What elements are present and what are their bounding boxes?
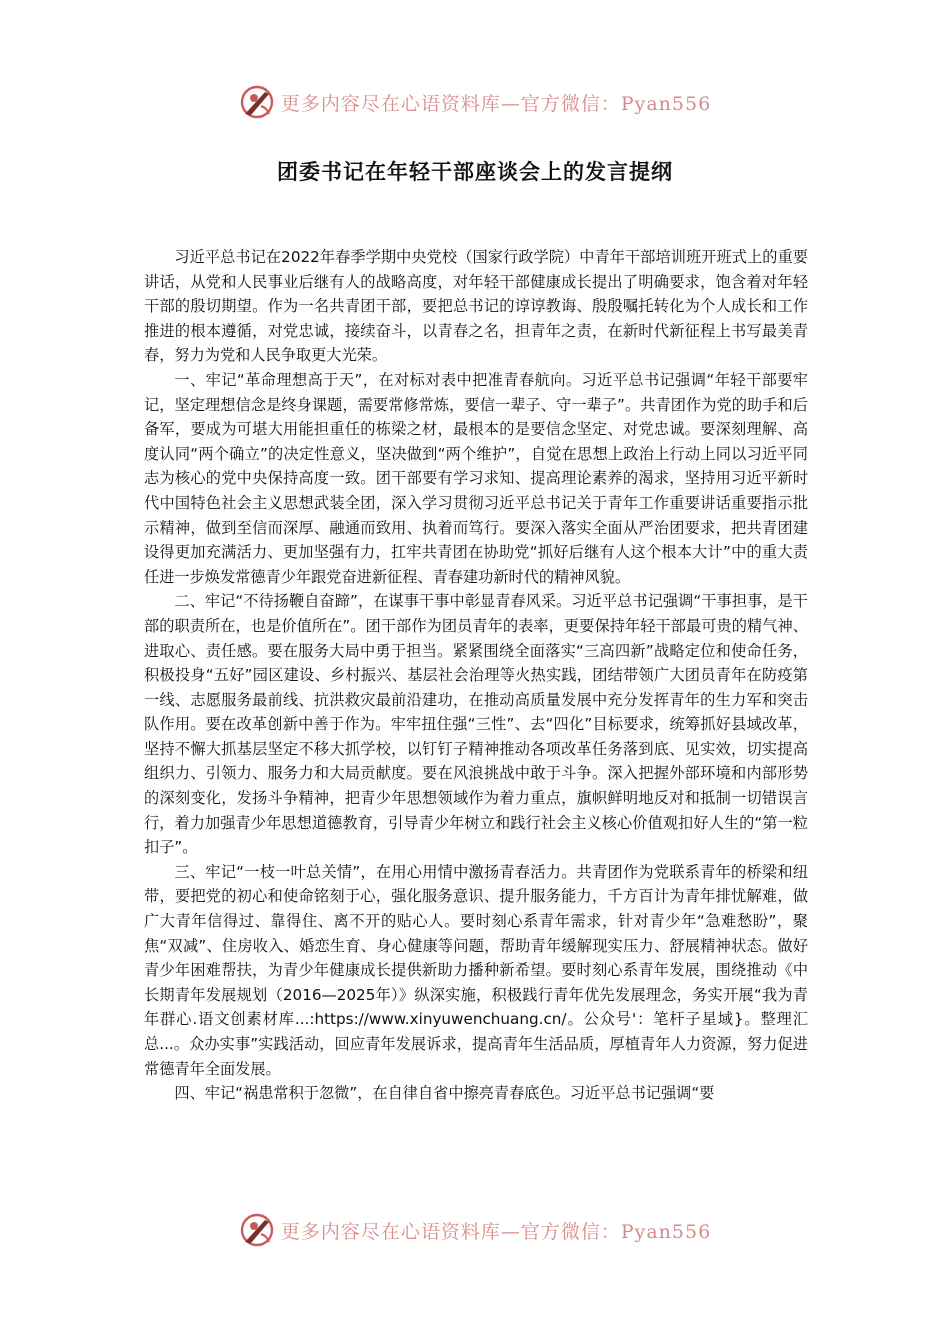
paragraph: 一、牢记“革命理想高于天”，在对标对表中把准青春航向。习近平总书记强调“年轻干部要牢记，坚定理想信念是终身课题，需要常修常炼，要信一辈子、守一辈子”。共青团作为党的助手和后备军，要成为可堪大用能担重任的栋梁之材，最根本的是要信念坚定、对党忠诚。要深刻理解、高度认同“两个确立”的决定性意义，坚决做到“两个维护”，自觉在思想上政治上行动上同以习近平同志为核心的党中央保持高度一致。团干部要有学习求知、提高理论素养的渴求，坚持用习近平新时代中国特色社会主义思想武装全团，深入学习贯彻习近平总书记关于青年工作重要讲话重要指示批示精神，做到至信而深厚、融通而致用、执着而笃行。要深入落实全面从严治团要求，把共青团建设得更加充满活力、更加坚强有力，扛牢共青团在协助党“抓好后继有人这个根本大计”中的重大责任进一步焕发常德青少年跟党奋进新征程、青春建功新时代的精神风貌。 [144,370,808,586]
paragraph: 习近平总书记在2022年春季学期中央党校（国家行政学院）中青年干部培训班开班式上的重要讲话，从党和人民事业后继有人的战略高度，对年轻干部健康成长提出了明确要求，饱含着对年轻干部的殷切期望。作为一名共青团干部，要把总书记的谆谆教诲、殷殷嘱托转化为个人成长和工作推进的根本遵循，对党忠诚，接续奋斗，以青春之名，担青年之责，在新时代新征程上书写最美青春，努力为党和人民争取更大光荣。 [144,248,808,365]
paragraph: 三、牢记“一枝一叶总关情”，在用心用情中激扬青春活力。共青团作为党联系青年的桥梁和纽带，要把党的初心和使命铭刻于心，强化服务意识、提升服务能力，千方百计为青年排忧解难，做广大青年信得过、靠得住、离不开的贴心人。要时刻心系青年需求，针对青少年“急难愁盼”，聚焦“双减”、住房收入、婚恋生育、身心健康等问题，帮助青年缓解现实压力、舒展精神状态。做好青少年困难帮扶，为青少年健康成长提供新助力播种新希望。要时刻心系青年发展，围绕推动《中长期青年发展规划（2016—2025年）》纵深实施，积极践行青年优先发展理念，务实开展“我为青年群心.语文创素材库...:https://www.xinyuwenchuang.cn/。公众号'：笔杆子星域}。整理汇总...。众办实事”实践活动，回应青年发展诉求，提高青年生活品质，厚植青年人力资源，努力促进常德青年全面发展。 [144,862,808,1078]
pen-circle-logo-icon [239,1212,275,1248]
paragraph: 四、牢记“祸患常积于忽微”，在自律自省中擦亮青春底色。习近平总书记强调“要 [174,1084,715,1103]
header-banner [0,82,950,122]
footer-banner [0,1210,950,1250]
document-title: 团委书记在年轻干部座谈会上的发言提纲 [277,160,673,184]
pen-circle-logo-icon [239,84,275,120]
document-body [144,245,808,1106]
paragraph: 二、牢记“不待扬鞭自奋蹄”，在谋事干事中彰显青春风采。习近平总书记强调“干事担事，是干部的职责所在，也是价值所在”。团干部作为团员青年的表率，更要保持年轻干部最可贵的精气神、进取心、责任感。要在服务大局中勇于担当。紧紧围绕全面落实“三高四新”战略定位和使命任务，积极投身“五好”园区建设、乡村振兴、基层社会治理等火热实践，团结带领广大团员青年在防疫第一线、志愿服务最前线、抗洪救灾最前沿建功，在推动高质量发展中充分发挥青年的生力军和突击队作用。要在改革创新中善于作为。牢牢扭住强“三性”、去“四化”目标要求，统筹抓好县域改革，坚持不懈大抓基层坚定不移大抓学校，以钉钉子精神推动各项改革任务落到底、见实效，切实提高组织力、引领力、服务力和大局贡献度。要在风浪挑战中敢于斗争。深入把握外部环境和内部形势的深刻变化，发扬斗争精神，把青少年思想领域作为着力重点，旗帜鲜明地反对和抵制一切错误言行，着力加强青少年思想道德教育，引导青少年树立和践行社会主义核心价值观扣好人生的“第一粒扣子”。 [144,592,808,857]
banner-text: 更多内容尽在心语资料库—官方微信：Pyan556 [280,1220,712,1243]
banner-text: 更多内容尽在心语资料库—官方微信：Pyan556 [280,92,712,115]
